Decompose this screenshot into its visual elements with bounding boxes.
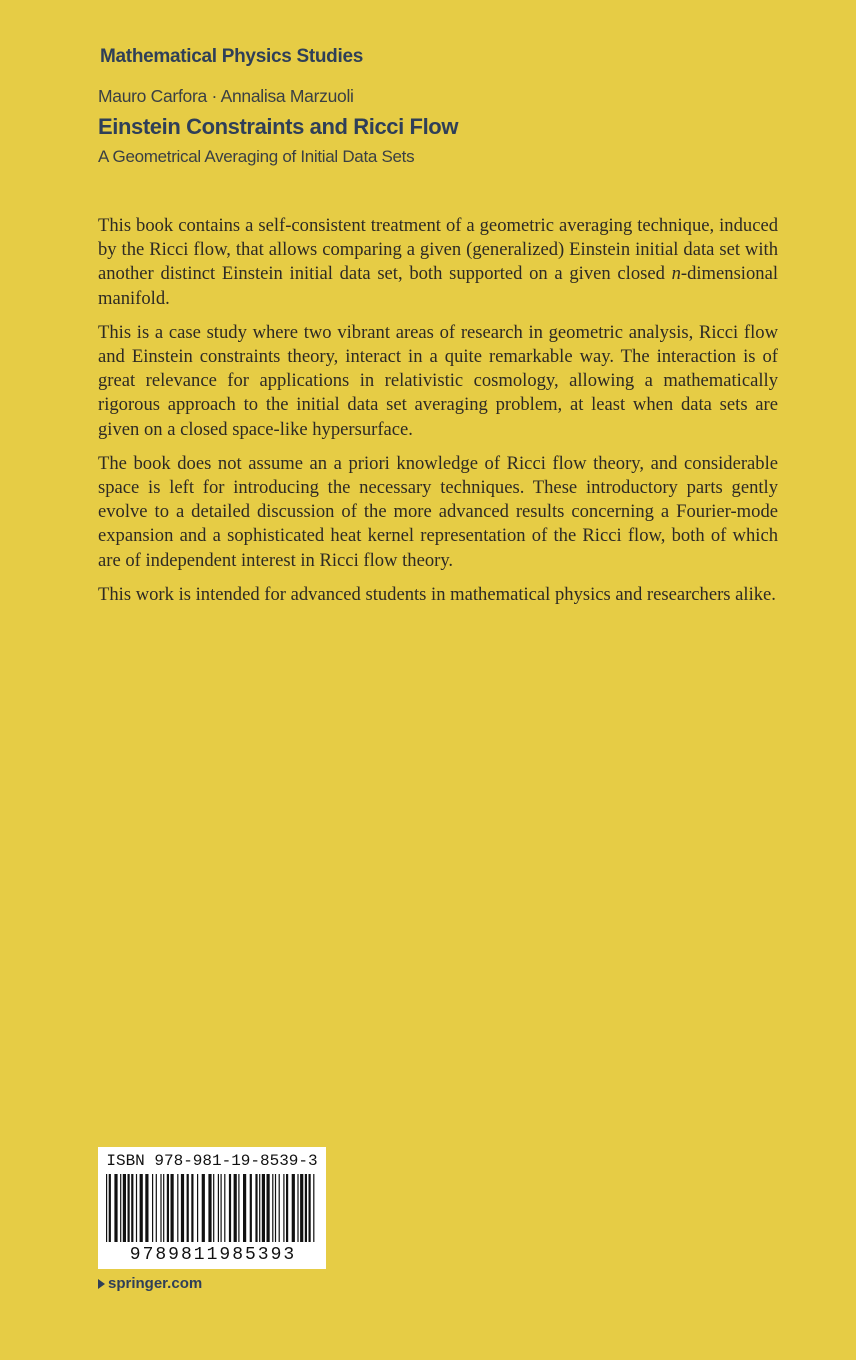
blurb xyxy=(98,214,778,617)
barcode-icon xyxy=(104,1174,320,1246)
barcode-bar xyxy=(275,1174,276,1242)
barcode-bar xyxy=(297,1174,298,1242)
barcode-bar xyxy=(156,1174,157,1242)
publisher-link[interactable] xyxy=(98,1275,202,1292)
barcode-bar xyxy=(305,1174,307,1242)
barcode-bar xyxy=(272,1174,273,1242)
barcode-bar xyxy=(250,1174,252,1242)
barcode-bar xyxy=(286,1174,288,1242)
barcode-bar xyxy=(202,1174,205,1242)
barcode-bar xyxy=(224,1174,225,1242)
barcode-bar xyxy=(208,1174,211,1242)
barcode-bar xyxy=(191,1174,193,1242)
isbn-label: ISBN 978-981-19-8539-3 xyxy=(106,1152,318,1170)
barcode-bar xyxy=(267,1174,270,1242)
book-subtitle: A Geometrical Averaging of Initial Data Sets xyxy=(98,147,415,166)
blurb-paragraph-2: This is a case study where two vibrant areas of research in geometric analysis, Ricci flow and Einstein constraints theory, interact in a quite remarkable way. The interaction is of great relevance for applications in relativistic cosmology, allowing a mathematically rigorous approach to the initial data set averaging problem, at least when data sets are given on a closed space-like hypersurface. xyxy=(98,321,778,440)
barcode-bar xyxy=(229,1174,231,1242)
blurb-paragraph-3: The book does not assume an a priori knowledge of Ricci flow theory, and considerable space is left for introducing the necessary techniques. These introductory parts gently evolve to a detailed discussion of the more advanced results concerning a Fourier-mode expansion and a sophisticated heat kernel representation of the Ricci flow, both of which are of independent interest in Ricci flow theory. xyxy=(98,452,778,571)
barcode-bar xyxy=(283,1174,284,1242)
barcode-bar xyxy=(243,1174,246,1242)
authors: Mauro Carfora · Annalisa Marzuoli xyxy=(98,86,354,106)
barcode-bar xyxy=(279,1174,280,1242)
barcode-bar xyxy=(309,1174,311,1242)
barcode-bar xyxy=(234,1174,237,1242)
barcode-bar xyxy=(120,1174,121,1242)
barcode-bar xyxy=(218,1174,219,1242)
barcode-bar xyxy=(255,1174,257,1242)
barcode-bar xyxy=(145,1174,148,1242)
barcode-bar xyxy=(181,1174,184,1242)
barcode-bar xyxy=(140,1174,143,1242)
barcode-bar xyxy=(221,1174,222,1242)
blurb-paragraph-1: This book contains a self-consistent treatment of a geometric averaging technique, induced by the Ricci flow, that allows comparing a given (generalized) Einstein initial data set with another distinct Einstein initial data set, both supported on a given closed n-dimensional manifold. xyxy=(98,215,778,309)
book-title: Einstein Constraints and Ricci Flow xyxy=(98,114,459,139)
series-name: Mathematical Physics Studies xyxy=(100,46,363,67)
barcode-bar xyxy=(292,1174,295,1242)
barcode-bar xyxy=(160,1174,161,1242)
barcode-bar xyxy=(262,1174,265,1242)
barcode-bar xyxy=(167,1174,169,1242)
barcode-bar xyxy=(313,1174,314,1242)
barcode-bar xyxy=(197,1174,198,1242)
barcode-bar xyxy=(152,1174,153,1242)
barcode-digits: 9789811985393 xyxy=(129,1245,297,1265)
barcode-bar xyxy=(213,1174,214,1242)
barcode-bar xyxy=(259,1174,260,1242)
barcode-bar xyxy=(131,1174,133,1242)
barcode-bar xyxy=(128,1174,130,1242)
barcode-bar xyxy=(114,1174,117,1242)
barcode-bar xyxy=(123,1174,126,1242)
barcode-bar xyxy=(171,1174,174,1242)
barcode-bar xyxy=(187,1174,189,1242)
barcode-bar xyxy=(300,1174,303,1242)
barcode-box xyxy=(98,1147,326,1269)
barcode-bar xyxy=(136,1174,137,1242)
blurb-paragraph-4: This work is intended for advanced students in mathematical physics and researchers alike. xyxy=(98,583,776,605)
publisher-url[interactable]: springer.com xyxy=(108,1275,203,1292)
barcode-bar xyxy=(163,1174,164,1242)
barcode-bar xyxy=(177,1174,178,1242)
barcode-bar xyxy=(238,1174,239,1242)
barcode-bar xyxy=(109,1174,111,1242)
arrow-right-icon xyxy=(98,1279,105,1289)
barcode-bar xyxy=(106,1174,107,1242)
